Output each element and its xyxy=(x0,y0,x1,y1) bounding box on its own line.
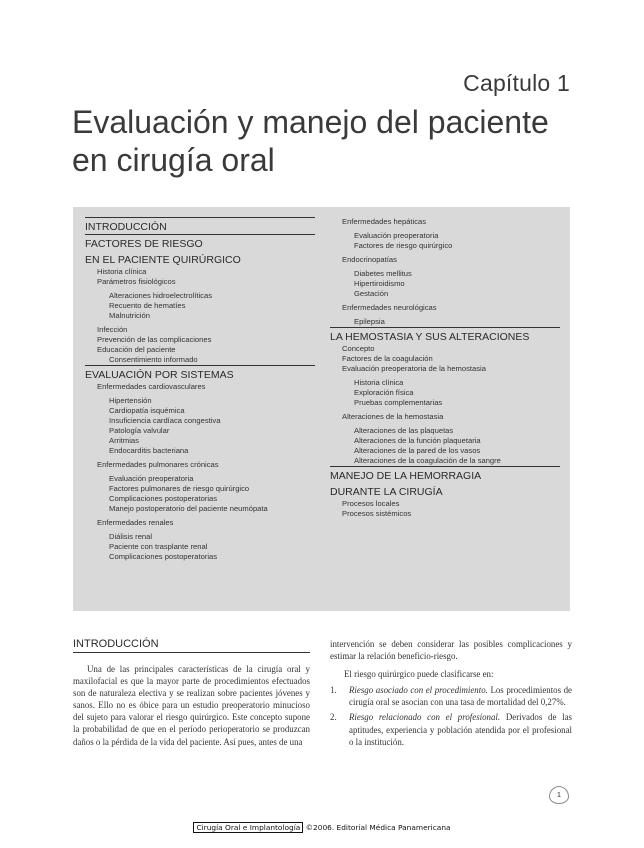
toc-entry: Enfermedades renales xyxy=(97,518,174,527)
toc-entry: Historia clínica xyxy=(97,267,147,276)
toc-subentry: Patología valvular xyxy=(109,426,170,435)
toc-entry: Prevención de las complicaciones xyxy=(97,335,212,344)
toc-subentry: Manejo postoperatorio del paciente neumópata xyxy=(109,504,268,513)
footer-copyright: ©2006. Editorial Médica Panamericana xyxy=(303,823,451,832)
body-left-column xyxy=(73,638,310,748)
toc-subentry: Alteraciones de las plaquetas xyxy=(354,426,454,435)
toc-section-heading: LA HEMOSTASIA Y SUS ALTERACIONES xyxy=(330,327,560,344)
toc-section-heading: MANEJO DE LA HEMORRAGIA xyxy=(330,466,560,483)
paragraph: Una de las principales características de la cirugía oral y maxilofacial es que la mayor parte de procedimientos efectuados son de naturaleza electiva y se realizan sobre pacientes jóvenes y sanos. Ello no es óbice para un estudio preoperatorio minucioso del sujeto para valorar el riesgo quirúrgico. Este concepto supone la probabilidad de que en el período perioperatorio se produzcan daños o la pérdida de la vida del paciente. Así pues, antes de una xyxy=(73,664,310,747)
toc-subentry: Alteraciones hidroelectrolíticas xyxy=(109,291,212,300)
toc-entry: Concepto xyxy=(342,344,375,353)
toc-section-heading: DURANTE LA CIRUGÍA xyxy=(330,486,443,498)
toc-subentry: Endocarditis bacteriana xyxy=(109,446,189,455)
footer-book-title: Cirugía Oral e Implantología xyxy=(193,822,303,833)
toc-subentry: Alteraciones de la coagulación de la sangre xyxy=(354,456,501,465)
toc-entry: Endocrinopatías xyxy=(342,255,397,264)
table-of-contents xyxy=(73,207,570,611)
toc-subentry: Exploración física xyxy=(354,388,414,397)
toc-subentry: Evaluación preoperatoria xyxy=(354,231,439,240)
toc-subentry: Evaluación preoperatoria xyxy=(109,474,194,483)
toc-subentry: Diabetes mellitus xyxy=(354,269,412,278)
toc-entry: Alteraciones de la hemostasia xyxy=(342,412,444,421)
toc-entry: Parámetros fisiológicos xyxy=(97,277,176,286)
toc-entry: Enfermedades neurológicas xyxy=(342,303,437,312)
list-item xyxy=(330,684,572,708)
toc-subentry: Complicaciones postoperatorias xyxy=(109,494,218,503)
title-line-1: Evaluación y manejo del paciente xyxy=(72,104,549,140)
toc-entry: Enfermedades cardiovasculares xyxy=(97,382,206,391)
toc-subentry: Factores pulmonares de riesgo quirúrgico xyxy=(109,484,250,493)
toc-subentry: Paciente con trasplante renal xyxy=(109,542,208,551)
toc-right-column xyxy=(330,217,560,519)
paragraph: El riesgo quirúrgico puede clasificarse en: xyxy=(344,669,494,680)
toc-subentry: Complicaciones postoperatorias xyxy=(109,552,218,561)
toc-entry: Evaluación preoperatoria de la hemostasia xyxy=(342,364,486,373)
toc-entry: Educación del paciente xyxy=(97,345,176,354)
toc-section-heading: EVALUACIÓN POR SISTEMAS xyxy=(85,365,315,382)
footer xyxy=(0,823,644,832)
risk-list xyxy=(330,684,572,747)
body-right-column xyxy=(330,638,572,751)
toc-section-heading: INTRODUCCIÓN xyxy=(85,217,315,234)
toc-section-heading: FACTORES DE RIESGO xyxy=(85,234,315,251)
paragraph: intervención se deben considerar las posibles complicaciones y estimar la relación beneficio-riesgo. xyxy=(330,639,572,662)
toc-subentry: Diálisis renal xyxy=(109,532,153,541)
toc-subentry: Recuento de hematíes xyxy=(109,301,186,310)
toc-entry: Factores de la coagulación xyxy=(342,354,433,363)
toc-subentry: Alteraciones de la función plaquetaria xyxy=(354,436,481,445)
list-term: Riesgo relacionado con el profesional. xyxy=(349,712,501,723)
toc-subentry: Arritmias xyxy=(109,436,139,445)
list-text: Los procedimientos de cirugía oral se asocian con una tasa de mortalidad del 0,27%. xyxy=(349,685,572,708)
list-text: Derivados de las aptitudes, experiencia y población atendida por el profesional o la institución. xyxy=(349,712,572,747)
toc-subentry: Pruebas complementarias xyxy=(354,398,443,407)
list-item xyxy=(330,711,572,747)
list-term: Riesgo asociado con el procedimiento. xyxy=(349,685,488,696)
toc-subentry: Insuficiencia cardíaca congestiva xyxy=(109,416,221,425)
toc-entry: Procesos locales xyxy=(342,499,400,508)
toc-subentry: Cardiopatía isquémica xyxy=(109,406,185,415)
list-number: 1. xyxy=(330,685,337,696)
page-number: 1 xyxy=(549,786,569,804)
toc-entry: Infección xyxy=(97,325,128,334)
toc-entry: Procesos sistémicos xyxy=(342,509,412,518)
toc-subentry: Hipertiroidismo xyxy=(354,279,405,288)
toc-subentry: Malnutrición xyxy=(109,311,150,320)
toc-subentry: Factores de riesgo quirúrgico xyxy=(354,241,453,250)
toc-subentry: Epilepsia xyxy=(354,317,385,326)
section-heading-introduccion: INTRODUCCIÓN xyxy=(73,638,310,653)
toc-section-heading: EN EL PACIENTE QUIRÚRGICO xyxy=(85,254,241,266)
chapter-title xyxy=(72,103,552,179)
title-line-2: en cirugía oral xyxy=(72,142,275,178)
list-number: 2. xyxy=(330,712,337,723)
toc-subentry: Consentimiento informado xyxy=(109,355,198,364)
toc-left-column xyxy=(85,217,315,562)
toc-subentry: Alteraciones de la pared de los vasos xyxy=(354,446,481,455)
toc-subentry: Historia clínica xyxy=(354,378,404,387)
toc-subentry: Hipertensión xyxy=(109,396,152,405)
toc-entry: Enfermedades pulmonares crónicas xyxy=(97,460,219,469)
chapter-label: Capítulo 1 xyxy=(463,70,570,96)
toc-entry: Enfermedades hepáticas xyxy=(342,217,427,226)
toc-subentry: Gestación xyxy=(354,289,389,298)
